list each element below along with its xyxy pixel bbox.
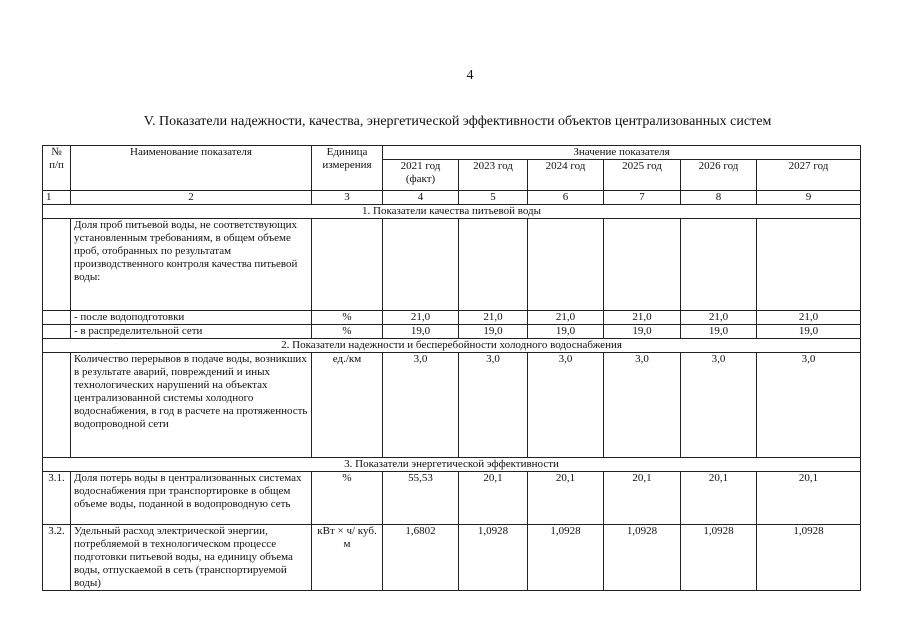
indicator-name: Доля проб питьевой воды, не соответствующих установленным требованиям, в общем объеме проб, отобранных по результатам производственного контроля качества питьевой воды:: [71, 219, 312, 311]
header-num: № п/п: [43, 146, 71, 191]
value-cell: 1,0928: [528, 525, 604, 591]
section-title: 1. Показатели качества питьевой воды: [43, 205, 861, 219]
value-cell: 21,0: [528, 311, 604, 325]
section-row: [43, 458, 861, 472]
indicator-name: - после водоподготовки: [71, 311, 312, 325]
page-number: 4: [466, 68, 474, 83]
column-number: 8: [681, 191, 757, 205]
value-cell: 21,0: [383, 311, 459, 325]
header-year: 2021 год (факт): [383, 160, 459, 191]
column-number: 2: [71, 191, 312, 205]
value-cell: 20,1: [757, 472, 861, 525]
value-cell: 3,0: [383, 353, 459, 458]
value-cell: 3,0: [604, 353, 681, 458]
value-cell: 21,0: [757, 311, 861, 325]
value-cell: 3,0: [459, 353, 528, 458]
row-number: 3.2.: [43, 525, 71, 591]
page-title: V. Показатели надежности, качества, энергетической эффективности объектов централизованных систем: [143, 114, 772, 129]
value-cell: 3,0: [681, 353, 757, 458]
indicator-unit: %: [312, 472, 383, 525]
indicator-name: Количество перерывов в подаче воды, возникших в результате аварий, повреждений и иных технологических нарушений на объектах централизованной системы холодного водоснабжения, в год в расчете на протяженность водопроводной сети: [71, 353, 312, 458]
value-cell: 19,0: [757, 325, 861, 339]
column-numbers-row: [43, 191, 861, 205]
value-cell: 21,0: [681, 311, 757, 325]
column-number: 1: [43, 191, 71, 205]
value-cell: 20,1: [528, 472, 604, 525]
table-row: [43, 353, 861, 458]
section-title: 2. Показатели надежности и бесперебойности холодного водоснабжения: [43, 339, 861, 353]
table-header-row: [43, 146, 861, 160]
header-year: 2024 год: [528, 160, 604, 191]
table-row: [43, 219, 861, 311]
value-cell: 1,6802: [383, 525, 459, 591]
value-cell: 1,0928: [681, 525, 757, 591]
indicator-name: - в распределительной сети: [71, 325, 312, 339]
value-cell: 19,0: [681, 325, 757, 339]
value-cell: 19,0: [604, 325, 681, 339]
value-cell: 19,0: [459, 325, 528, 339]
value-cell: 1,0928: [459, 525, 528, 591]
indicator-unit: кВт × ч/ куб. м: [312, 525, 383, 591]
header-name: Наименование показателя: [71, 146, 312, 191]
indicator-unit: ед./км: [312, 353, 383, 458]
value-cell: 19,0: [528, 325, 604, 339]
column-number: 9: [757, 191, 861, 205]
table-row: [43, 472, 861, 525]
row-number: 3.1.: [43, 472, 71, 525]
column-number: 3: [312, 191, 383, 205]
indicators-table: [42, 145, 861, 591]
column-number: 5: [459, 191, 528, 205]
section-row: [43, 205, 861, 219]
header-year: 2023 год: [459, 160, 528, 191]
header-values-group: Значение показателя: [383, 146, 861, 160]
header-year: 2025 год: [604, 160, 681, 191]
value-cell: 19,0: [383, 325, 459, 339]
value-cell: 1,0928: [604, 525, 681, 591]
value-cell: 21,0: [604, 311, 681, 325]
column-number: 7: [604, 191, 681, 205]
value-cell: 20,1: [681, 472, 757, 525]
section-title: 3. Показатели энергетической эффективности: [43, 458, 861, 472]
value-cell: 21,0: [459, 311, 528, 325]
value-cell: 3,0: [528, 353, 604, 458]
value-cell: 55,53: [383, 472, 459, 525]
column-number: 4: [383, 191, 459, 205]
indicator-unit: %: [312, 325, 383, 339]
section-row: [43, 339, 861, 353]
table-row: [43, 325, 861, 339]
header-year: 2026 год: [681, 160, 757, 191]
column-number: 6: [528, 191, 604, 205]
value-cell: 1,0928: [757, 525, 861, 591]
table-row: [43, 525, 861, 591]
value-cell: 20,1: [604, 472, 681, 525]
value-cell: 20,1: [459, 472, 528, 525]
header-unit: Единица измерения: [312, 146, 383, 191]
indicator-name: Удельный расход электрической энергии, потребляемой в технологическом процессе подготовки питьевой воды, на единицу объема воды, отпускаемой в сеть (транспортируемой воды): [71, 525, 312, 591]
indicator-name: Доля потерь воды в централизованных системах водоснабжения при транспортировке в общем объеме воды, поданной в водопроводную сеть: [71, 472, 312, 525]
table-row: [43, 311, 861, 325]
value-cell: 3,0: [757, 353, 861, 458]
indicator-unit: %: [312, 311, 383, 325]
header-year: 2027 год: [757, 160, 861, 191]
